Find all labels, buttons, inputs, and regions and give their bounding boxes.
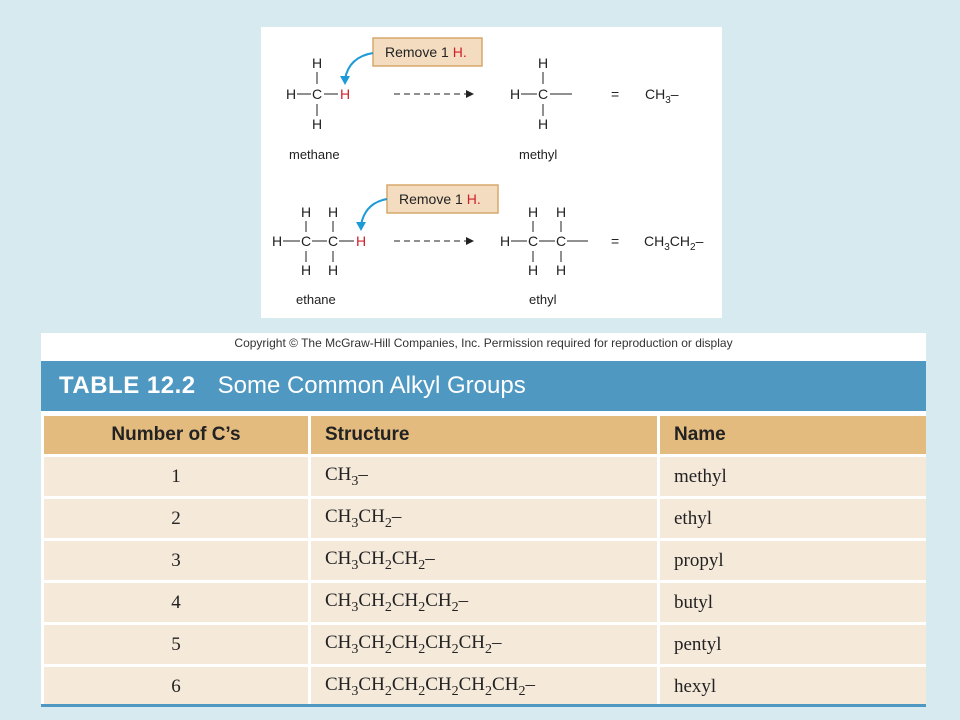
- cell-structure: [311, 625, 657, 664]
- ethyl-condensed-formula: $CH_3CH_2-$: [644, 233, 704, 253]
- formula-subscript: 2: [485, 683, 493, 699]
- formula-subscript: 2: [451, 683, 459, 699]
- svg-text:H: H: [556, 262, 567, 278]
- formula-subscript: 3: [351, 557, 359, 573]
- ethane-h-removed: H: [356, 233, 367, 249]
- formula-subscript: 3: [351, 599, 359, 615]
- formula-group: CH: [358, 547, 385, 569]
- curved-arrow-1: [345, 53, 373, 79]
- methyl-label: methyl: [519, 147, 558, 162]
- formula-subscript: 2: [384, 515, 392, 531]
- formula-group: CH: [325, 463, 352, 485]
- formula-subscript: 2: [384, 641, 392, 657]
- ethyl-label: ethyl: [529, 292, 557, 307]
- cell-structure: [311, 499, 657, 538]
- formula-group: CH: [358, 589, 385, 611]
- formula-group: CH: [358, 631, 385, 653]
- methane-structure: [286, 55, 350, 132]
- formula-group: CH: [325, 589, 352, 611]
- svg-text:C: C: [301, 233, 312, 249]
- curved-arrow-1-head: [340, 76, 350, 85]
- methyl-condensed-formula: $CH_3-$: [645, 86, 679, 106]
- copyright-notice: Copyright © The McGraw-Hill Companies, Inc. Permission required for reproduction or display: [234, 336, 733, 350]
- formula-subscript: 2: [418, 641, 426, 657]
- formula-group: CH: [492, 673, 519, 695]
- table-row: [44, 457, 926, 496]
- table-row: [44, 541, 926, 580]
- methane-h-bottom: H: [312, 116, 323, 132]
- formula-group: CH: [425, 673, 452, 695]
- cell-number-of-cs: 1: [44, 457, 308, 496]
- table-row: [44, 625, 926, 664]
- formula-subscript: 2: [518, 683, 526, 699]
- formula-subscript: 3: [351, 515, 359, 531]
- dashed-arrow-1-head: [466, 90, 474, 98]
- cell-name: pentyl: [660, 625, 926, 664]
- curved-arrow-2: [361, 199, 387, 225]
- header-structure: Structure: [311, 416, 657, 454]
- table-number: TABLE 12.2: [59, 372, 196, 399]
- reaction-diagram: [261, 27, 722, 318]
- cell-number-of-cs: 2: [44, 499, 308, 538]
- cell-name: hexyl: [660, 667, 926, 706]
- svg-text:H: H: [500, 233, 511, 249]
- formula-group: CH: [458, 631, 486, 653]
- formula-subscript: 3: [351, 683, 359, 699]
- svg-text:H: H: [328, 204, 339, 220]
- cell-number-of-cs: 4: [44, 583, 308, 622]
- callout-2-text: Remove 1 H.: [399, 191, 481, 207]
- formula-group: CH: [358, 673, 385, 695]
- formula-subscript: 3: [351, 641, 359, 657]
- cell-structure: [311, 457, 657, 496]
- formula-group: CH: [391, 589, 419, 611]
- formula-subscript: 2: [451, 599, 459, 615]
- formula-subscript: 2: [384, 599, 392, 615]
- formula-group: CH: [425, 589, 452, 611]
- svg-text:C: C: [528, 233, 539, 249]
- svg-text:C: C: [556, 233, 567, 249]
- methyl-h-top: H: [538, 55, 549, 71]
- header-name: Name: [660, 416, 926, 454]
- alkyl-groups-table: [41, 413, 929, 709]
- svg-text:H: H: [301, 262, 312, 278]
- svg-text:H: H: [328, 262, 339, 278]
- table-body: [44, 457, 926, 706]
- cell-structure: [311, 541, 657, 580]
- table-bottom-rule: [41, 704, 926, 707]
- ethane-structure: [272, 204, 366, 278]
- formula-subscript: 2: [418, 557, 426, 573]
- equals-sign-2: =: [611, 233, 620, 249]
- formula-bond-dash: –: [492, 631, 502, 653]
- alkyl-table-panel: [41, 333, 926, 707]
- methane-c: C: [312, 86, 323, 102]
- methane-h-top: H: [312, 55, 323, 71]
- cell-name: ethyl: [660, 499, 926, 538]
- formula-subscript: 2: [418, 599, 426, 615]
- formula-group: CH: [325, 547, 352, 569]
- svg-text:H: H: [528, 204, 539, 220]
- formula-bond-dash: –: [458, 589, 469, 611]
- cell-number-of-cs: 3: [44, 541, 308, 580]
- svg-text:H: H: [272, 233, 283, 249]
- formula-bond-dash: –: [525, 673, 535, 695]
- cell-number-of-cs: 6: [44, 667, 308, 706]
- formula-bond-dash: –: [391, 505, 402, 527]
- cell-number-of-cs: 5: [44, 625, 308, 664]
- table-header-row: [44, 416, 926, 454]
- methyl-h-bottom: H: [538, 116, 549, 132]
- formula-group: CH: [391, 673, 419, 695]
- svg-text:H: H: [556, 204, 567, 220]
- svg-text:H: H: [301, 204, 312, 220]
- svg-text:H: H: [528, 262, 539, 278]
- formula-subscript: 2: [485, 641, 493, 657]
- cell-structure: [311, 583, 657, 622]
- reaction-diagram-svg: [261, 27, 722, 318]
- cell-name: propyl: [660, 541, 926, 580]
- formula-group: CH: [458, 673, 486, 695]
- formula-subscript: 2: [451, 641, 459, 657]
- header-number-of-cs: Number of C’s: [44, 416, 308, 454]
- methane-label: methane: [289, 147, 340, 162]
- formula-bond-dash: –: [358, 463, 368, 485]
- curved-arrow-2-head: [356, 222, 366, 231]
- formula-group: CH: [391, 547, 419, 569]
- formula-group: CH: [325, 673, 352, 695]
- callout-1-text: Remove 1 H.: [385, 44, 467, 60]
- formula-group: CH: [425, 631, 452, 653]
- cell-name: butyl: [660, 583, 926, 622]
- formula-subscript: 2: [384, 683, 392, 699]
- cell-name: methyl: [660, 457, 926, 496]
- formula-subscript: 2: [418, 683, 426, 699]
- cell-structure: [311, 667, 657, 706]
- methyl-structure: [510, 55, 572, 132]
- methane-h-left: H: [286, 86, 297, 102]
- table-title: Some Common Alkyl Groups: [217, 372, 526, 399]
- table-row: [44, 667, 926, 706]
- ethyl-structure: [500, 204, 588, 278]
- svg-text:C: C: [328, 233, 339, 249]
- formula-bond-dash: –: [425, 547, 435, 569]
- dashed-arrow-2-head: [466, 237, 474, 245]
- table-title-bar: [41, 361, 926, 411]
- equals-sign-1: =: [611, 86, 620, 102]
- formula-group: CH: [358, 505, 385, 527]
- ethane-label: ethane: [296, 292, 336, 307]
- table-row: [44, 499, 926, 538]
- table-row: [44, 583, 926, 622]
- methyl-h-left: H: [510, 86, 521, 102]
- formula-group: CH: [391, 631, 419, 653]
- methyl-c: C: [538, 86, 549, 102]
- formula-subscript: 2: [384, 557, 392, 573]
- formula-subscript: 3: [351, 473, 359, 489]
- formula-group: CH: [325, 505, 352, 527]
- formula-group: CH: [325, 631, 352, 653]
- methane-h-removed: H: [340, 86, 351, 102]
